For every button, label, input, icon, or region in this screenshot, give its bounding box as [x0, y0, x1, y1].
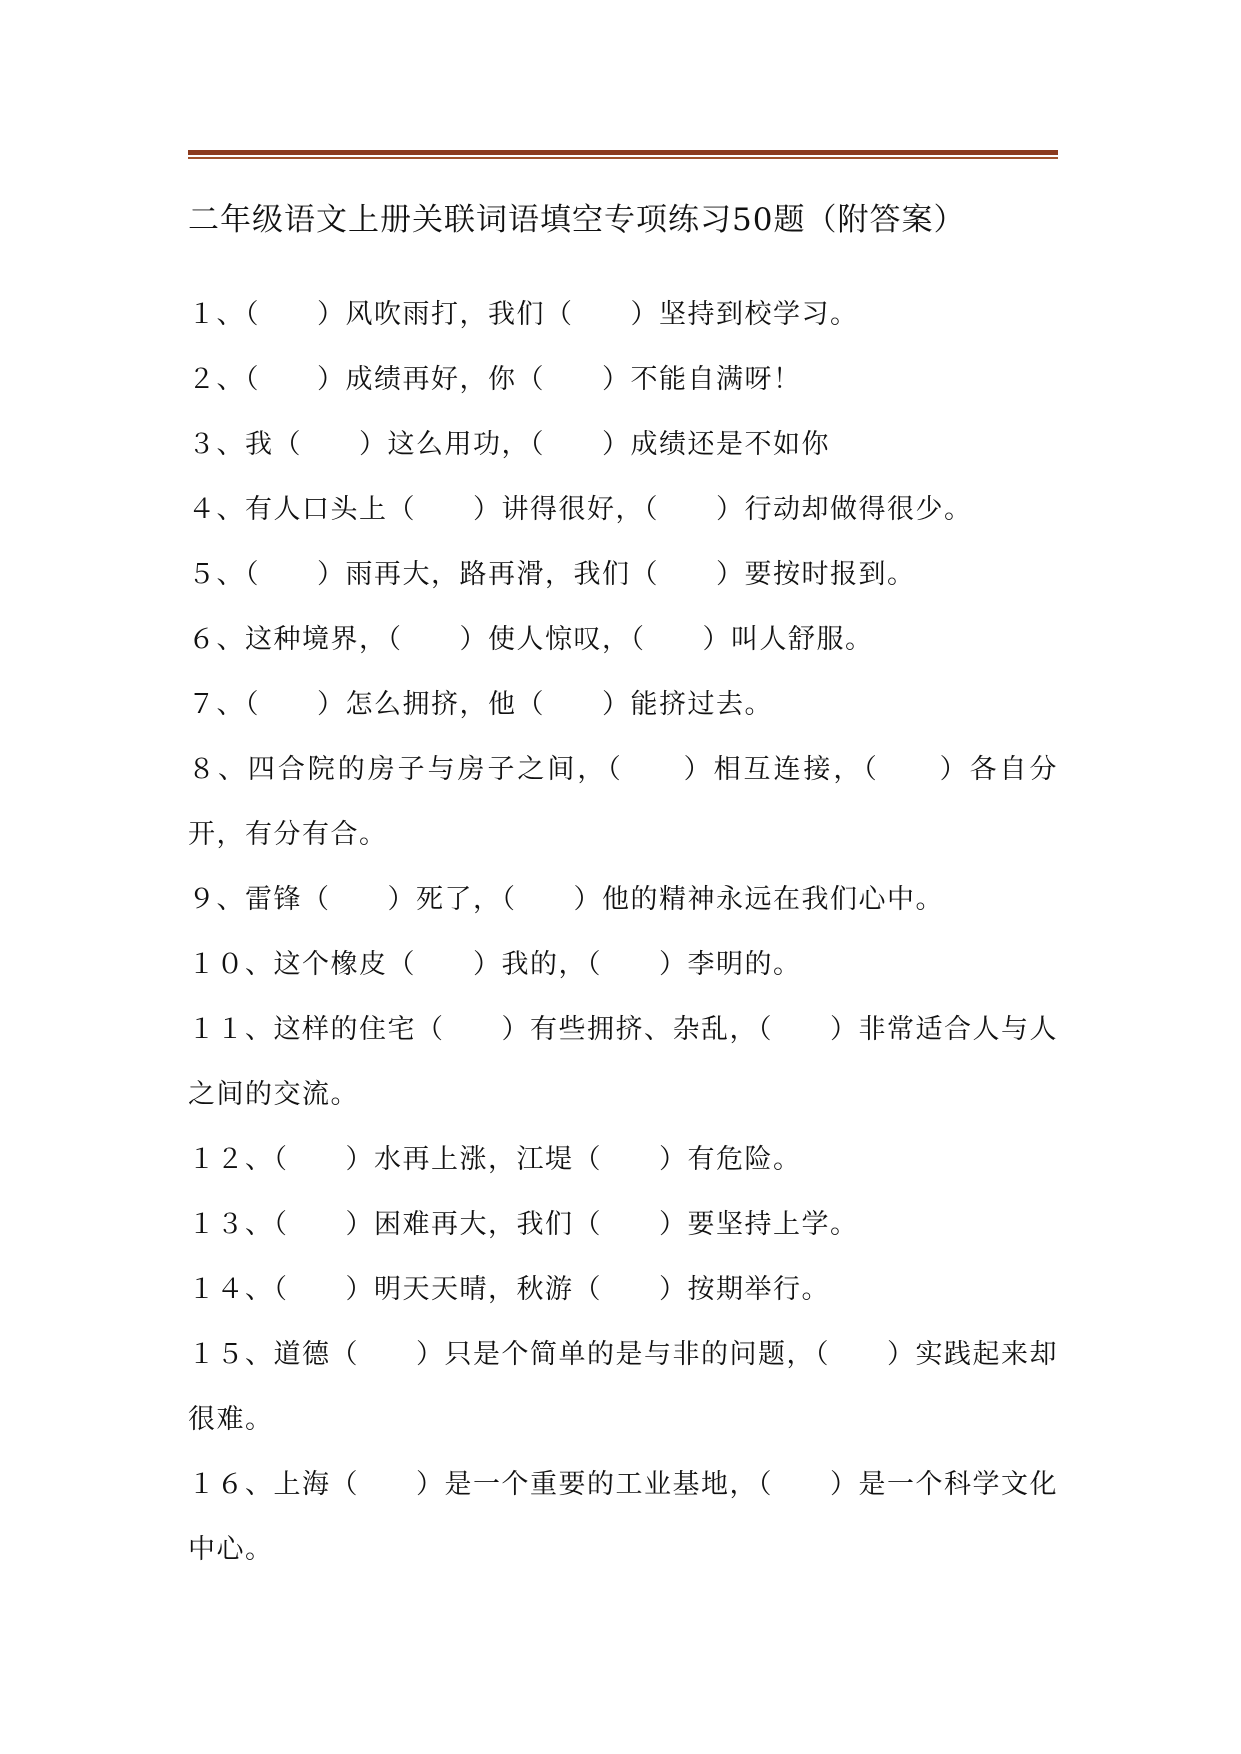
question-item: ７、（ ）怎么拥挤，他（ ）能挤过去。 — [188, 689, 773, 720]
question-item: １３、（ ）困难再大，我们（ ）要坚持上学。 — [188, 1209, 859, 1240]
question-item: ６、这种境界，（ ）使人惊叹，（ ）叫人舒服。 — [188, 624, 874, 655]
question-item: ５、（ ）雨再大，路再滑，我们（ ）要按时报到。 — [188, 559, 916, 590]
question-item: １０、这个橡皮（ ）我的，（ ）李明的。 — [188, 949, 802, 980]
question-item: １、（ ）风吹雨打，我们（ ）坚持到校学习。 — [188, 299, 859, 330]
question-item: １５、道德（ ）只是个简单的是与非的问题，（ ）实践起来却很难。 — [188, 1339, 1058, 1435]
question-item: ２、（ ）成绩再好，你（ ）不能自满呀！ — [188, 364, 802, 395]
question-item: ８、四合院的房子与房子之间，（ ）相互连接，（ ）各自分开，有分有合。 — [188, 754, 1058, 850]
question-item: １６、上海（ ）是一个重要的工业基地，（ ）是一个科学文化中心。 — [188, 1469, 1058, 1565]
header-rule — [188, 150, 1058, 159]
document-title: 二年级语文上册关联词语填空专项练习50题（附答案） — [188, 202, 966, 238]
question-item: ９、雷锋（ ）死了，（ ）他的精神永远在我们心中。 — [188, 884, 944, 915]
question-item: １１、这样的住宅（ ）有些拥挤、杂乱，（ ）非常适合人与人之间的交流。 — [188, 1014, 1058, 1110]
question-item: １４、（ ）明天天晴，秋游（ ）按期举行。 — [188, 1274, 830, 1305]
question-item: ３、我（ ）这么用功，（ ）成绩还是不如你 — [188, 429, 830, 460]
question-item: ４、有人口头上（ ）讲得很好，（ ）行动却做得很少。 — [188, 494, 973, 525]
question-list — [188, 282, 1058, 1582]
question-item: １２、（ ）水再上涨，江堤（ ）有危险。 — [188, 1144, 802, 1175]
header-rule-thin — [188, 157, 1058, 159]
